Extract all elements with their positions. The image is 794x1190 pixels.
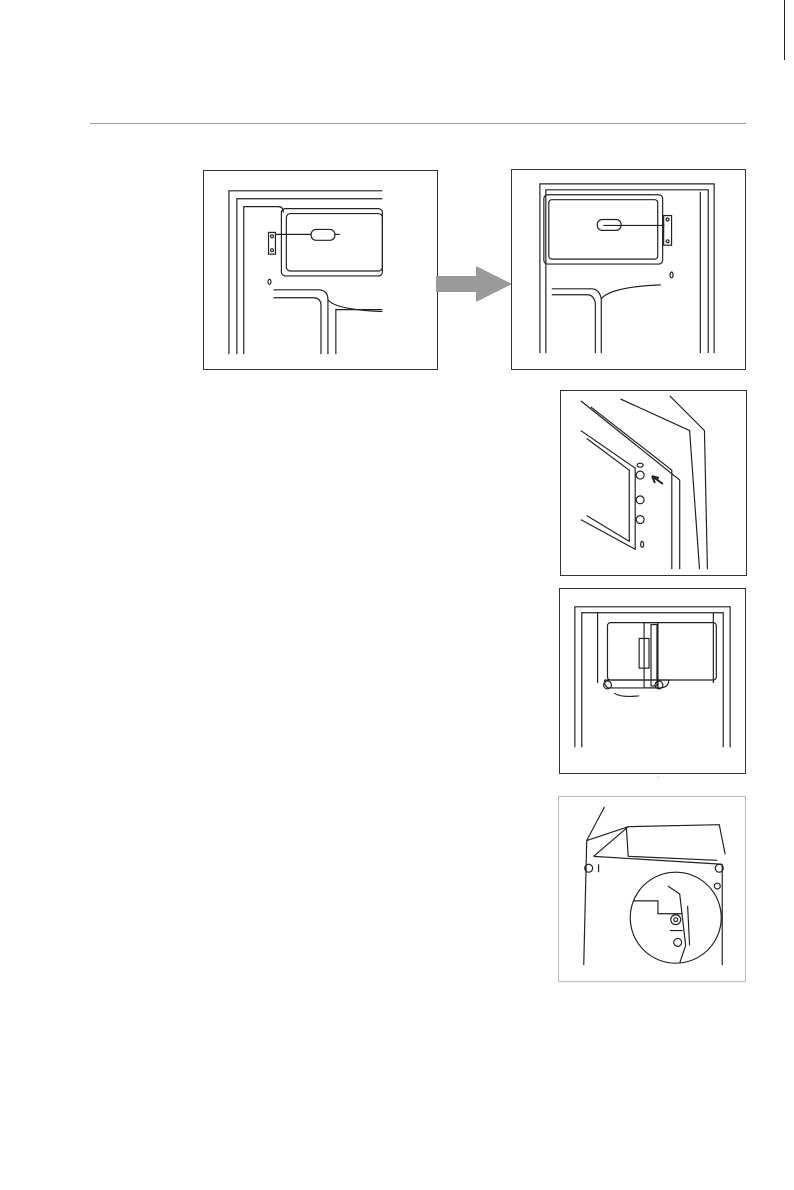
header-rule [90,123,746,124]
door-hinge-illustration [560,589,745,773]
hinge-cover-illustration [561,391,746,575]
fridge-top-right-illustration [512,170,745,369]
figure-install-top-hinge [511,169,746,370]
figure-bottom-hinge [558,796,746,982]
figure-remove-top-hinge [203,170,438,370]
figure-hinge-cover [560,390,747,576]
stray-mark [658,777,659,778]
figure-door-hinge [559,588,746,774]
bottom-hinge-illustration [559,797,745,981]
page-edge-line [784,0,785,60]
arrow-right-icon [436,266,512,302]
fridge-top-left-illustration [204,171,437,369]
